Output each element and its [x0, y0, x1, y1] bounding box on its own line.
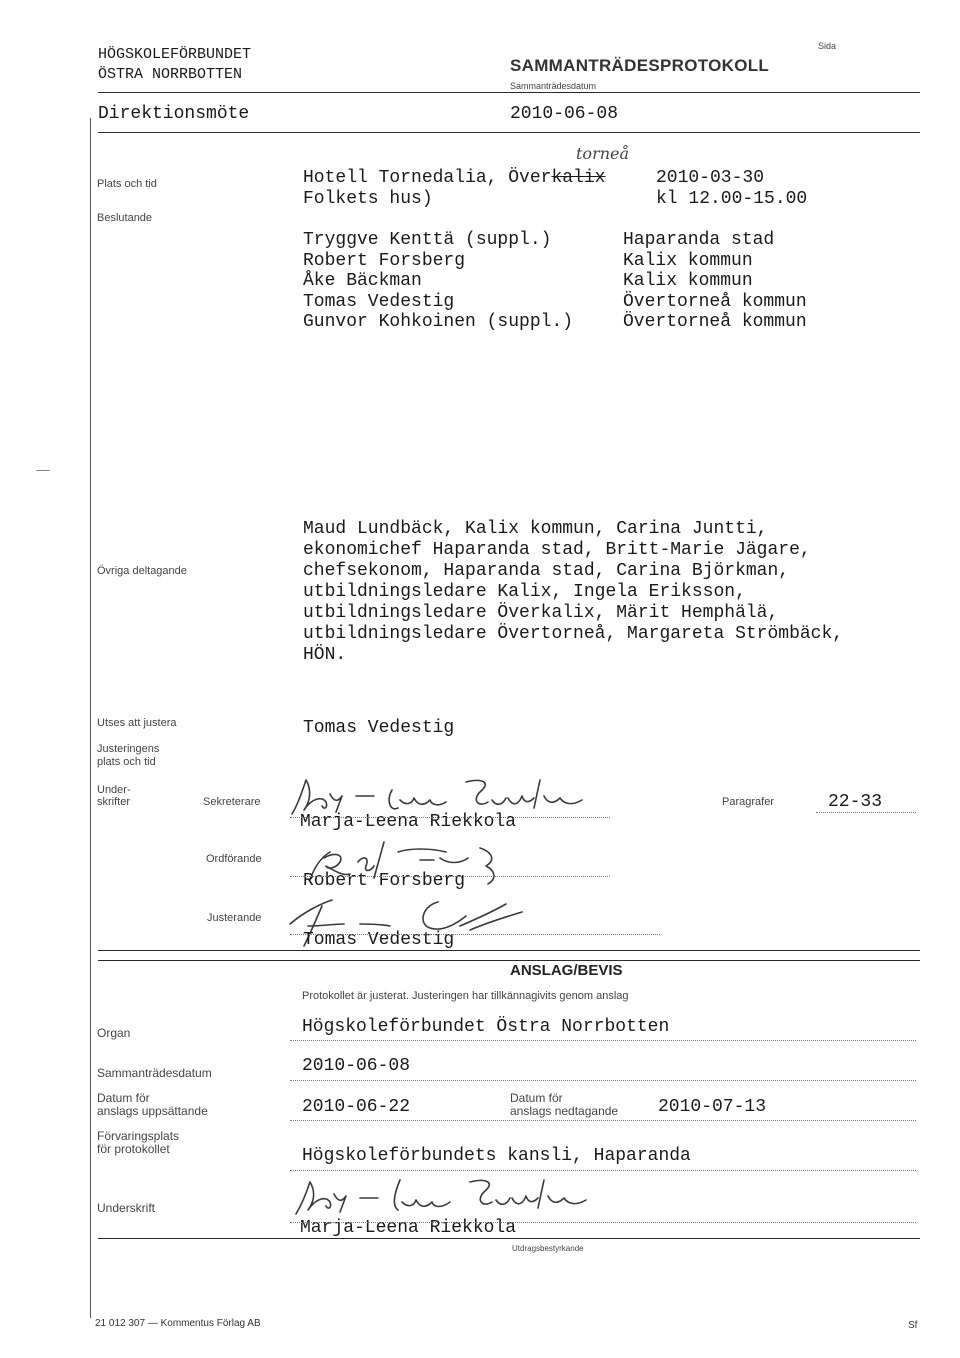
- adjuster-label: Justerande: [207, 912, 262, 924]
- header-top-rule: [98, 92, 920, 93]
- document-title: SAMMANTRÄDESPROTOKOLL: [510, 56, 770, 75]
- notice-bottom-rule: [98, 1238, 920, 1239]
- adjust-place-label: Justeringens: [97, 743, 160, 755]
- organ-label: Organ: [97, 1026, 131, 1040]
- meeting-date-label: Sammanträdesdatum: [510, 81, 597, 91]
- decision-maker-org: Övertorneå kommun: [623, 291, 807, 312]
- decision-maker-org: Kalix kommun: [623, 250, 753, 271]
- adjuster-signature-line: [290, 934, 660, 935]
- section-divider: [98, 950, 920, 951]
- org-name-line2: ÖSTRA NORRBOTTEN: [98, 66, 243, 83]
- notice-signature-name: Marja-Leena Riekkola: [300, 1218, 517, 1238]
- adjust-place-label: plats och tid: [97, 756, 156, 768]
- meeting-place-text: Hotell Tornedalia, Över: [303, 168, 552, 188]
- dates-line: [290, 1120, 916, 1121]
- paragraphs-line: [816, 812, 916, 813]
- participants-line: utbildningsledare Övertorneå, Margareta Strömbäck,: [303, 624, 844, 644]
- decision-maker-name: Robert Forsberg: [303, 250, 466, 271]
- place-time-label: Plats och tid: [97, 178, 157, 190]
- meeting-date-value: 2010-03-30: [656, 168, 765, 188]
- form-code: 21 012 307 — Kommentus Förlag AB: [95, 1318, 261, 1329]
- signatures-label: Under-: [97, 784, 131, 796]
- removed-date-value: 2010-07-13: [658, 1097, 767, 1117]
- signature-label: Underskrift: [97, 1201, 156, 1215]
- storage-line: [290, 1170, 916, 1171]
- storage-value: Högskoleförbundets kansli, Haparanda: [302, 1146, 691, 1166]
- organ-line: [290, 1040, 916, 1041]
- paragraphs-value: 22-33: [828, 792, 883, 812]
- participants-line: Maud Lundbäck, Kalix kommun, Carina Juntti,: [303, 519, 768, 539]
- left-margin-rule: [90, 118, 91, 1318]
- section-divider: [98, 960, 920, 961]
- notice-meeting-date-value: 2010-06-08: [302, 1056, 411, 1076]
- other-participants-label: Övriga deltagande: [97, 565, 187, 577]
- decision-maker-org: Haparanda stad: [623, 230, 775, 250]
- decision-maker-org: Övertorneå kommun: [623, 312, 807, 332]
- secretary-signature-line: [290, 817, 610, 818]
- meeting-place-line1: [303, 168, 605, 189]
- notice-statement: Protokollet är justerat. Justeringen har tillkännagivits genom anslag: [302, 990, 629, 1002]
- adjuster-name: Tomas Vedestig: [303, 930, 455, 950]
- decision-maker-name: Tryggve Kenttä (suppl.): [303, 230, 552, 250]
- secretary-label: Sekreterare: [203, 796, 261, 808]
- handwritten-correction: torneå: [576, 144, 630, 163]
- storage-label: Förvaringsplats: [97, 1129, 180, 1143]
- chairman-label: Ordförande: [206, 853, 262, 865]
- notice-signature-line: [290, 1222, 916, 1223]
- meeting-name: Direktionsmöte: [98, 104, 250, 124]
- notice-meeting-date-line: [290, 1080, 916, 1081]
- corner-mark: Sf: [908, 1320, 918, 1331]
- struck-text: kalix: [551, 168, 606, 188]
- signatures-label: skrifter: [97, 796, 130, 808]
- decision-maker-name: Gunvor Kohkoinen (suppl.): [303, 312, 574, 332]
- notice-signature: [282, 1172, 602, 1222]
- notice-meeting-date-label: Sammanträdesdatum: [97, 1066, 212, 1080]
- participants-line: chefsekonom, Haparanda stad, Carina Björkman,: [303, 561, 790, 581]
- removed-date-label: Datum för: [510, 1091, 563, 1105]
- chairman-signature-line: [290, 876, 610, 877]
- removed-date-label: anslags nedtagande: [510, 1104, 619, 1118]
- organ-value: Högskoleförbundet Östra Norrbotten: [302, 1017, 670, 1037]
- posted-date-value: 2010-06-22: [302, 1097, 411, 1117]
- participants-line: utbildningsledare Kalix, Ingela Eriksson,: [303, 582, 746, 602]
- chairman-name: Robert Forsberg: [303, 871, 466, 891]
- meeting-date: 2010-06-08: [510, 104, 619, 124]
- participants-line: HÖN.: [303, 645, 347, 665]
- header-bottom-rule: [98, 132, 920, 133]
- meeting-place-line2: Folkets hus): [303, 189, 433, 209]
- posted-date-label: Datum för: [97, 1091, 150, 1105]
- secretary-name: Marja-Leena Riekkola: [300, 812, 517, 832]
- paragraphs-label: Paragrafer: [722, 796, 774, 808]
- left-tick: [36, 470, 50, 471]
- notice-heading: ANSLAG/BEVIS: [510, 962, 623, 979]
- decision-maker-org: Kalix kommun: [623, 271, 753, 291]
- org-name-line1: HÖGSKOLEFÖRBUNDET: [98, 46, 252, 63]
- storage-label: för protokollet: [97, 1142, 170, 1156]
- page-label: Sida: [818, 41, 837, 51]
- appointed-adjuster-name: Tomas Vedestig: [303, 718, 455, 738]
- certifier-label: Utdragsbestyrkande: [512, 1244, 584, 1253]
- participants-line: utbildningsledare Överkalix, Märit Hemphälä,: [303, 603, 779, 623]
- appointed-adjuster-label: Utses att justera: [97, 717, 177, 729]
- participants-line: ekonomichef Haparanda stad, Britt-Marie Jägare,: [303, 540, 811, 560]
- decision-maker-name: Tomas Vedestig: [303, 291, 455, 312]
- decision-makers-label: Beslutande: [97, 212, 153, 224]
- meeting-time-value: kl 12.00-15.00: [656, 189, 808, 209]
- decision-maker-name: Åke Bäckman: [303, 271, 422, 291]
- posted-date-label: anslags uppsättande: [97, 1104, 208, 1118]
